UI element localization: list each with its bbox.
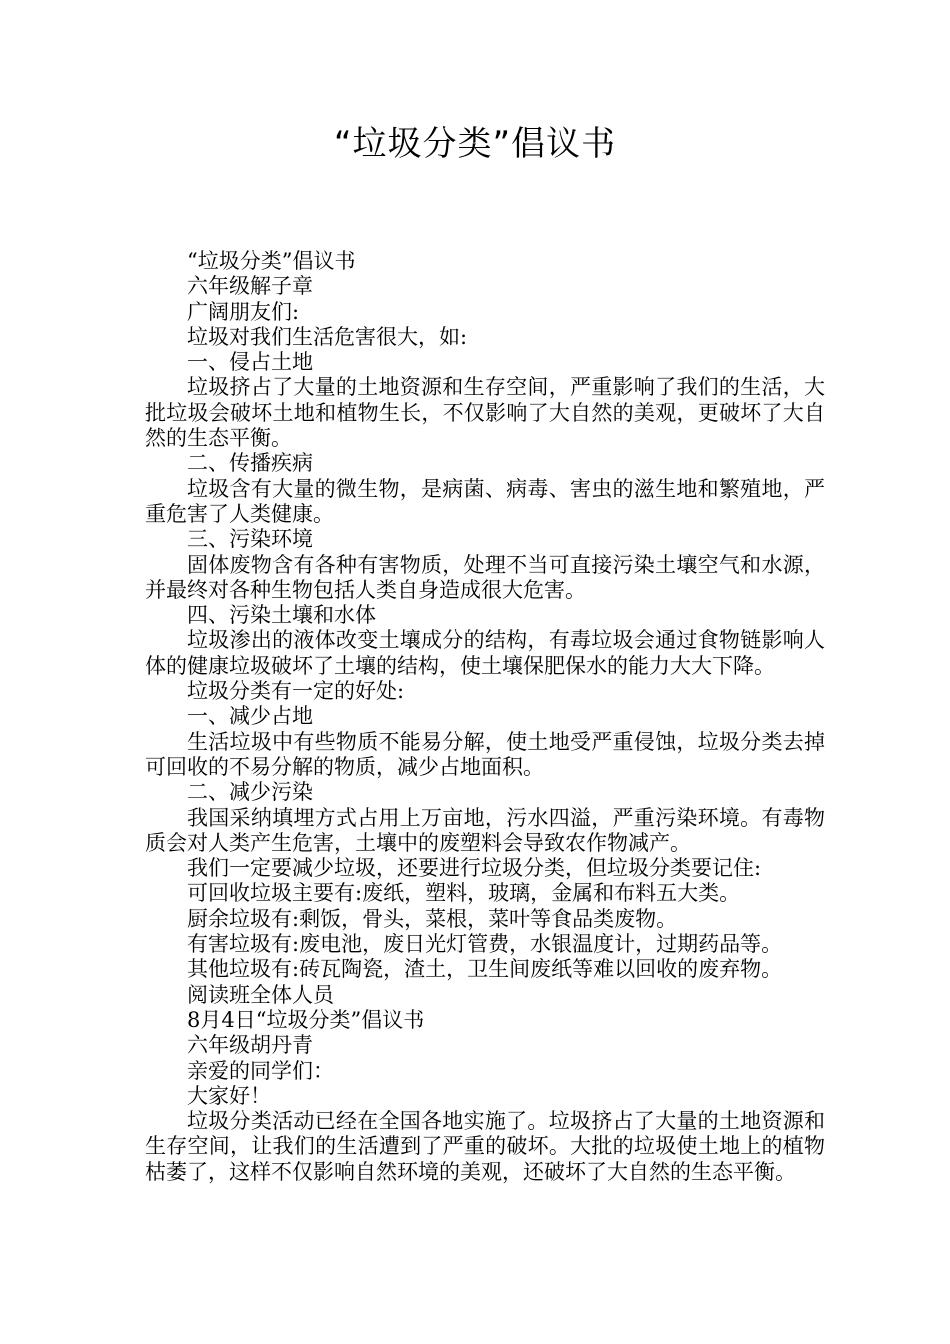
paragraph: “垃圾分类”倡议书	[187, 249, 356, 273]
paragraph: 亲爱的同学们：	[187, 1058, 334, 1083]
document-title: “垃圾分类”倡议书	[333, 124, 617, 164]
paragraph: 固体废物含有各种有害物质，处理不当可直接污染土壤空气和水源，并最终对各种生物包括人类自身造成很大危害。	[145, 552, 825, 602]
paragraph: 六年级胡丹青	[187, 1033, 313, 1058]
paragraph: 六年级解子章	[187, 274, 313, 299]
document-body	[145, 249, 825, 1185]
section-heading: 三、污染环境	[187, 527, 313, 552]
section-heading: 二、传播疾病	[187, 451, 313, 476]
paragraph: 垃圾分类活动已经在全国各地实施了。垃圾挤占了大量的土地资源和生存空间，让我们的生活遭到了严重的破坏。大批的垃圾使土地上的植物枯萎了，这样不仅影响自然环境的美观，还破坏了大自然的生态平衡。	[145, 1109, 825, 1184]
paragraph: 有害垃圾有:废电池，废日光灯管费，水银温度计，过期药品等。	[187, 932, 783, 957]
paragraph: 其他垃圾有:砖瓦陶瓷，渣土，卫生间废纸等难以回收的废弃物。	[187, 957, 783, 982]
section-heading: 四、污染土壤和水体	[187, 603, 376, 628]
paragraph: 垃圾渗出的液体改变土壤成分的结构，有毒垃圾会通过食物链影响人体的健康垃圾破坏了土壤的结构，使土壤保肥保水的能力大大下降。	[145, 628, 825, 678]
paragraph: 垃圾挤占了大量的土地资源和生存空间，严重影响了我们的生活，大批垃圾会破坏土地和植物生长，不仅影响了大自然的美观，更破坏了大自然的生态平衡。	[145, 375, 825, 451]
paragraph: 厨余垃圾有:剩饭，骨头，菜根，菜叶等食品类废物。	[187, 906, 678, 931]
paragraph: 广阔朋友们:	[187, 299, 300, 324]
paragraph: 8月4日“垃圾分类”倡议书	[187, 1007, 425, 1032]
section-heading: 二、减少污染	[187, 780, 313, 805]
paragraph: 生活垃圾中有些物质不能易分解，使土地受严重侵蚀，垃圾分类去掉可回收的不易分解的物质，减少占地面积。	[145, 729, 825, 779]
section-heading: 一、侵占土地	[187, 350, 313, 375]
paragraph: 我国采纳填埋方式占用上万亩地，污水四溢，严重污染环境。有毒物质会对人类产生危害，土壤中的废塑料会导致农作物减产。	[145, 805, 825, 855]
paragraph: 垃圾分类有一定的好处:	[187, 679, 405, 704]
section-heading: 一、减少占地	[187, 704, 313, 729]
paragraph: 大家好！	[187, 1083, 271, 1108]
paragraph: 垃圾对我们生活危害很大，如:	[187, 324, 468, 349]
paragraph: 可回收垃圾主要有:废纸，塑料，玻璃，金属和布料五大类。	[187, 881, 741, 906]
paragraph: 我们一定要减少垃圾，还要进行垃圾分类，但垃圾分类要记住:	[187, 856, 762, 881]
paragraph: 垃圾含有大量的微生物，是病菌、病毒、害虫的滋生地和繁殖地，严重危害了人类健康。	[145, 476, 825, 526]
paragraph: 阅读班全体人员	[187, 982, 334, 1007]
